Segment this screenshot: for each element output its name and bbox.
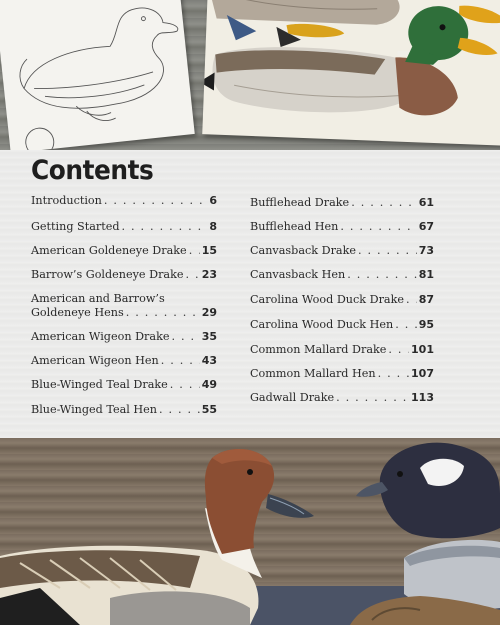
toc-entry-title: Carolina Wood Duck Hen bbox=[250, 318, 394, 331]
bottom-photo-band bbox=[0, 438, 500, 625]
toc-entry-title: American Goldeneye Drake bbox=[31, 244, 187, 257]
toc-entry-page: 8 bbox=[209, 220, 217, 233]
toc-entry-title: Bufflehead Hen bbox=[250, 220, 339, 233]
toc-entry-title: Barrow’s Goldeneye Drake bbox=[31, 268, 184, 281]
toc-entry-title: Blue-Winged Teal Drake bbox=[31, 378, 168, 391]
toc-entry-page: 107 bbox=[411, 367, 434, 380]
toc-entry-title: Getting Started bbox=[31, 220, 120, 233]
toc-entry-title: American Wigeon Drake bbox=[31, 330, 170, 343]
toc-entry bbox=[31, 220, 217, 234]
toc-entry-page: 6 bbox=[209, 194, 217, 207]
toc-entry-title: Gadwall Drake bbox=[250, 391, 335, 404]
toc-entry bbox=[250, 244, 434, 258]
toc-entry bbox=[250, 220, 434, 234]
toc-entry-title: Canvasback Drake bbox=[250, 244, 356, 257]
toc-entry-title: Canvasback Hen bbox=[250, 268, 346, 281]
toc-entry bbox=[31, 292, 217, 320]
mallard-plate-drawing bbox=[202, 0, 500, 146]
toc-entry bbox=[31, 378, 217, 392]
top-photo-band bbox=[0, 0, 500, 150]
pintail-decoy bbox=[0, 449, 314, 625]
mallard-color-plate bbox=[202, 0, 500, 146]
toc-entry bbox=[31, 403, 217, 417]
toc-entry bbox=[31, 194, 217, 208]
toc-entry-page: 29 bbox=[201, 306, 217, 319]
toc-entry bbox=[31, 244, 217, 258]
bufflehead-decoy bbox=[350, 443, 500, 625]
toc-entry-page: 67 bbox=[418, 220, 434, 233]
toc-entry-page: 81 bbox=[418, 268, 434, 281]
toc-entry bbox=[250, 268, 434, 282]
toc-entry-page: 113 bbox=[411, 391, 434, 404]
toc-entry-title: Common Mallard Hen bbox=[250, 367, 376, 380]
toc-entry-page: 35 bbox=[201, 330, 217, 343]
toc-entry-page: 55 bbox=[201, 403, 217, 416]
toc-entry-page: 15 bbox=[201, 244, 217, 257]
toc-entry-title: Blue-Winged Teal Hen bbox=[31, 403, 157, 416]
toc-entry bbox=[250, 196, 434, 210]
duck-sketch-drawing bbox=[0, 0, 195, 150]
toc-entry bbox=[31, 354, 217, 368]
toc-entry-title-cont: Goldeneye Hens bbox=[31, 306, 124, 319]
toc-entry bbox=[31, 268, 217, 282]
toc-entry-title: Carolina Wood Duck Drake bbox=[250, 293, 404, 306]
toc-entry-page: 43 bbox=[201, 354, 217, 367]
contents-panel bbox=[0, 150, 500, 438]
toc-entry-page: 87 bbox=[418, 293, 434, 306]
toc-entry-title: Common Mallard Drake bbox=[250, 343, 387, 356]
toc-entry bbox=[250, 343, 434, 357]
duck-sketch-card bbox=[0, 0, 195, 150]
toc-entry-page: 23 bbox=[201, 268, 217, 281]
toc-entry-title: Bufflehead Drake bbox=[250, 196, 350, 209]
toc-entry-page: 73 bbox=[418, 244, 434, 257]
toc-entry bbox=[250, 318, 434, 332]
decoys-photo bbox=[0, 438, 500, 625]
toc-entry bbox=[250, 367, 434, 381]
toc-entry-page: 49 bbox=[201, 378, 217, 391]
toc-entry bbox=[250, 293, 434, 307]
toc-entry-title: Introduction bbox=[31, 194, 102, 207]
contents-heading: Contents bbox=[31, 155, 154, 186]
toc-entry-page: 101 bbox=[411, 343, 434, 356]
toc-entry-title: American Wigeon Hen bbox=[31, 354, 159, 367]
toc-entry-title: American and Barrow’s bbox=[31, 292, 165, 305]
toc-entry bbox=[31, 330, 217, 344]
toc-entry bbox=[250, 391, 434, 405]
toc-entry-page: 61 bbox=[418, 196, 434, 209]
toc-entry-page: 95 bbox=[418, 318, 434, 331]
